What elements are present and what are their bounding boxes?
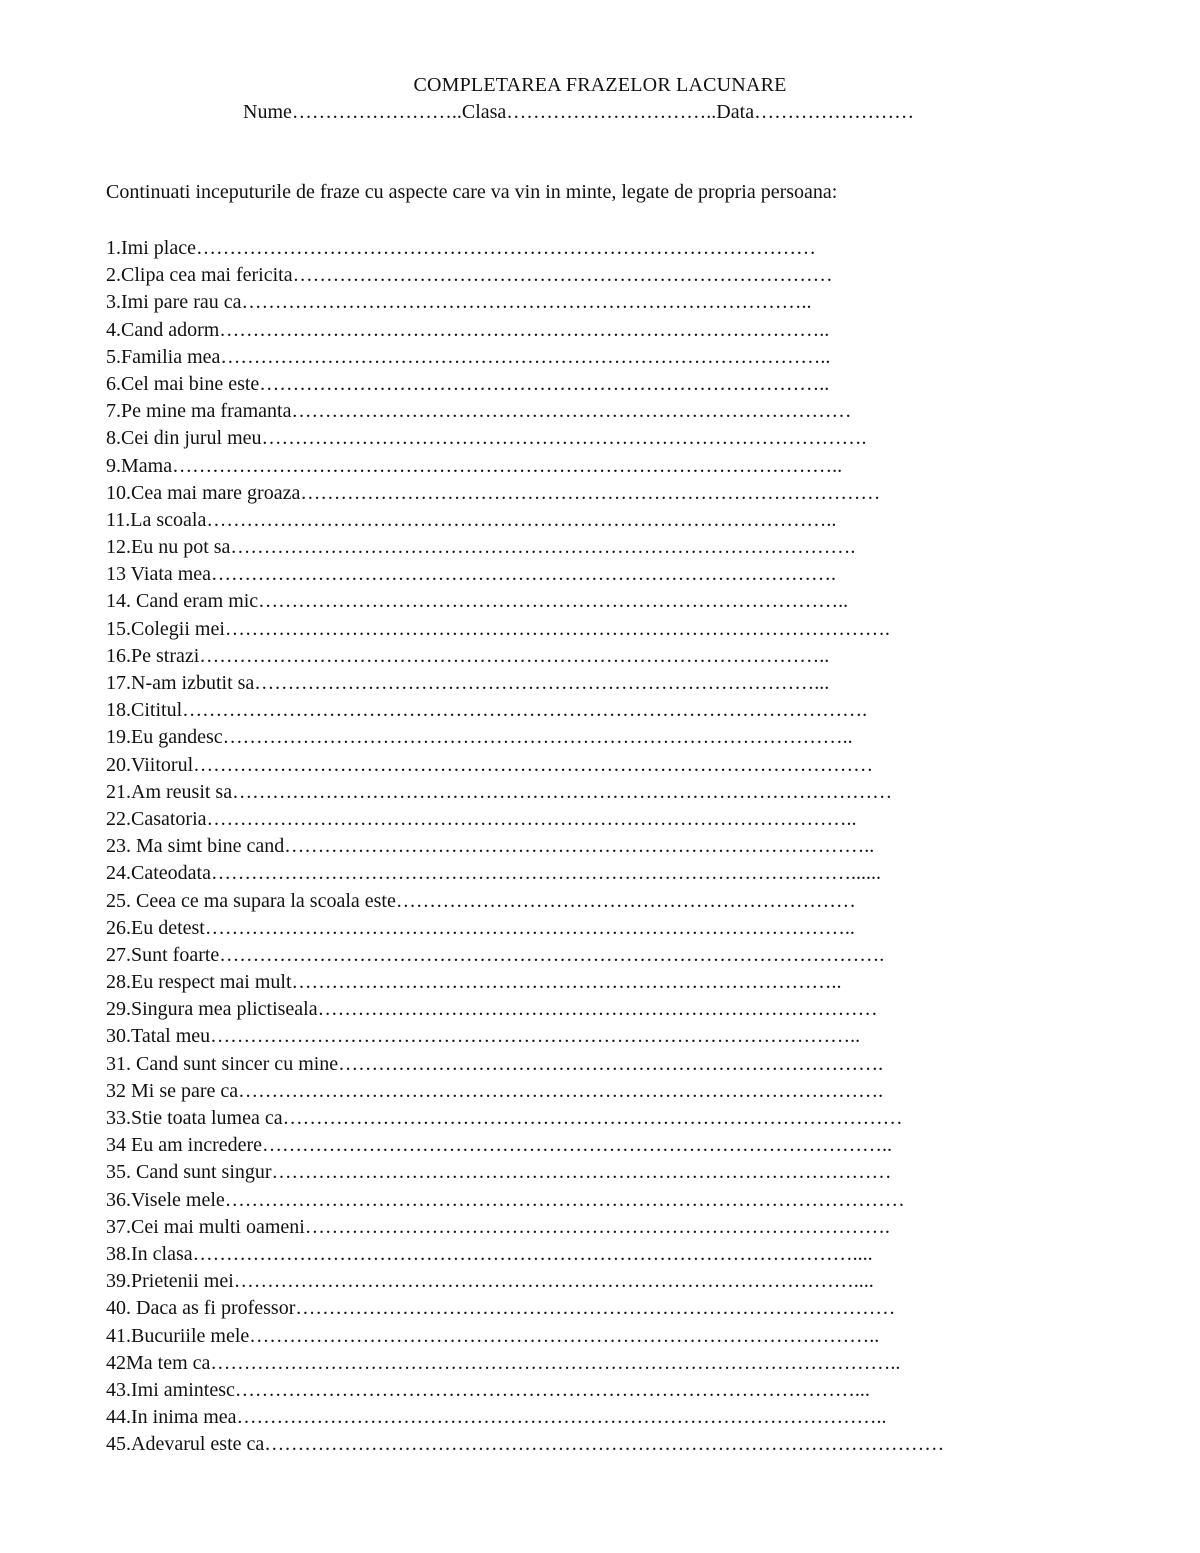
sentence-item: 16.Pe strazi………………………………………………………………………………….. — [106, 644, 830, 667]
sentence-item: 23. Ma simt bine cand…………………………………………………………………………….. — [106, 835, 875, 858]
sentence-item: 13 Viata mea…………………………………………………………………………………. — [106, 563, 837, 586]
name-class-date-line: Nume……………………..Clasa…………………………..Data…………………… — [243, 101, 915, 123]
sentence-item: 29.Singura mea plictiseala………………………………………………………………………… — [106, 998, 878, 1021]
sentence-item: 21.Am reusit sa……………………………………………………………………………………… — [106, 780, 893, 803]
sentence-item: 7.Pe mine ma framanta………………………………………………………………………… — [106, 400, 852, 423]
sentence-item: 20.Viitorul………………………………………………………………………………………… — [106, 753, 874, 776]
sentence-item: 10.Cea mai mare groaza…………………………………………………………………………… — [106, 481, 881, 504]
sentence-item: 28.Eu respect mai mult……………………………………………………………………….. — [106, 971, 842, 994]
sentence-item: 24.Cateodata……………………………………………………………………………………...... — [106, 862, 881, 885]
sentence-item: 27.Sunt foarte………………………………………………………………………………………. — [106, 943, 885, 966]
sentence-item: 31. Cand sunt sincer cu mine………………………………………………………………………. — [106, 1052, 884, 1075]
sentence-item: 41.Bucuriile mele………………………………………………………………………………….. — [106, 1324, 880, 1347]
sentence-item: 4.Cand adorm……………………………………………………………………………….. — [106, 318, 830, 341]
instructions: Continuati inceputurile de fraze cu aspecte care va vin in minte, legate de propria persoana: — [106, 181, 838, 203]
sentence-item: 18.Cititul…………………………………………………………………………………………. — [106, 699, 868, 722]
sentence-item: 11.La scoala………………………………………………………………………………….. — [106, 508, 837, 531]
sentence-item: 26.Eu detest…………………………………………………………………………………….. — [106, 916, 855, 939]
sentence-item: 9.Mama……………………………………………………………………………………….. — [106, 454, 843, 477]
sentence-item: 33.Stie toata lumea ca………………………………………………………………………………… — [106, 1107, 903, 1129]
sentence-item: 30.Tatal meu…………………………………………………………………………………….. — [106, 1025, 861, 1048]
sentence-item: 19.Eu gandesc………………………………………………………………………………….. — [106, 726, 853, 749]
sentence-item: 39.Prietenii mei………………………………………………………………………………….... — [106, 1270, 874, 1293]
sentence-item: 3.Imi pare rau ca………………………………………………………………………….. — [106, 291, 812, 314]
sentence-item: 40. Daca as fi professor……………………………………………………………………………… — [106, 1297, 896, 1320]
sentence-item: 44.In inima mea…………………………………………………………………………………….. — [106, 1406, 887, 1429]
sentence-item: 14. Cand eram mic…………………………………………………………………………….. — [106, 590, 849, 613]
sentence-item: 43.Imi amintesc…………………………………………………………………………………... — [106, 1378, 870, 1401]
sentence-item: 8.Cei din jurul meu………………………………………………………………………………. — [106, 427, 867, 450]
sentence-item: 34 Eu am incredere………………………………………………………………………………….. — [106, 1134, 893, 1157]
sentence-item: 36.Visele mele………………………………………………………………………………………… — [106, 1188, 905, 1211]
sentence-item: 12.Eu nu pot sa…………………………………………………………………………………. — [106, 536, 856, 559]
sentence-item: 32 Mi se pare ca……………………………………………………………………………………. — [106, 1079, 884, 1102]
sentence-item: 2.Clipa cea mai fericita……………………………………………………………………… — [106, 264, 833, 287]
sentence-list — [106, 235, 944, 1458]
page-title: COMPLETAREA FRAZELOR LACUNARE — [413, 74, 787, 96]
sentence-item: 6.Cel mai bine este………………………………………………………………………….. — [106, 372, 830, 395]
sentence-item: 35. Cand sunt singur………………………………………………………………………………… — [106, 1161, 892, 1184]
sentence-item: 25. Ceea ce ma supara la scoala este…………………………………………………………… — [106, 889, 856, 912]
sentence-item: 42Ma tem ca………………………………………………………………………………………….. — [106, 1351, 901, 1374]
sentence-item: 15.Colegii mei………………………………………………………………………………………. — [106, 617, 890, 640]
sentence-item: 37.Cei mai multi oameni……………………………………………………………………………. — [106, 1215, 890, 1238]
sentence-item: 38.In clasa……………………………………………………………………………………….... — [106, 1242, 873, 1265]
sentence-item: 22.Casatoria…………………………………………………………………………………….. — [106, 807, 857, 830]
sentence-item: 17.N-am izbutit sa…………………………………………………………………………... — [106, 672, 830, 694]
sentence-item: 1.Imi place………………………………………………………………………………… — [106, 237, 816, 259]
sentence-item: 45.Adevarul este ca………………………………………………………………………………………… — [106, 1433, 945, 1456]
sentence-item: 5.Familia mea……………………………………………………………………………….. — [106, 345, 831, 368]
